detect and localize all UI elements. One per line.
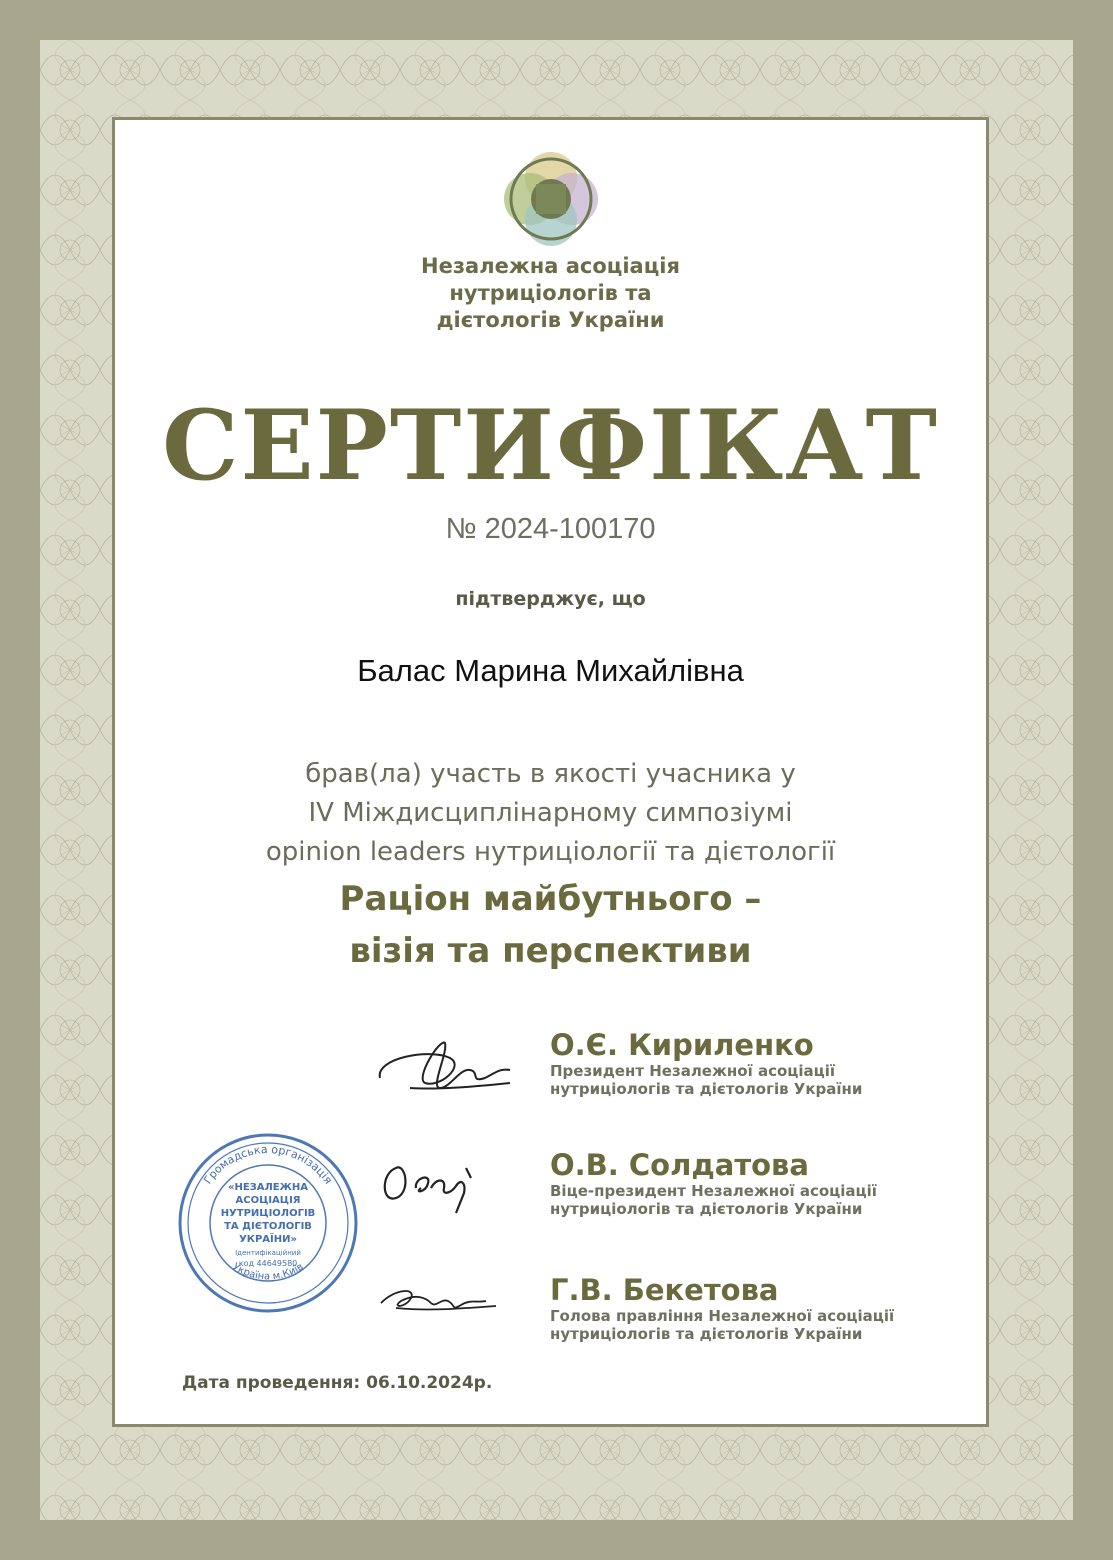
- signer-3-role-line-2: нутриціологів та дієтологів України: [550, 1325, 863, 1343]
- participation-description: [118, 755, 983, 872]
- stamp-inner-line-4: ТА ДІЄТОЛОГІВ: [224, 1221, 312, 1232]
- description-line-2: IV Міждисциплінарному симпозіумі: [308, 798, 793, 828]
- description-line-3: opinion leaders нутриціології та дієтології: [265, 837, 836, 867]
- stamp-code-label: Ідентифікаційний: [235, 1249, 301, 1257]
- description-line-1: брав(ла) участь в якості учасника у: [305, 759, 796, 789]
- organization-line-3: дієтологів України: [436, 308, 665, 332]
- stamp-inner-line-2: АСОЦІАЦІЯ: [235, 1195, 301, 1206]
- association-logo-icon: [500, 148, 602, 250]
- signer-3-role-line-1: Голова правління Незалежної асоціації: [550, 1307, 895, 1325]
- signature-kyrylenko: [370, 1028, 520, 1108]
- signer-1-role-line-1: Президент Незалежної асоціації: [550, 1062, 836, 1080]
- organization-line-2: нутриціологів та: [449, 281, 652, 305]
- organization-name: [118, 253, 983, 334]
- event-title-line-1: Раціон майбутнього –: [339, 879, 762, 919]
- certificate-number: № 2024-100170: [445, 513, 656, 545]
- signer-2-role-line-2: нутриціологів та дієтологів України: [550, 1200, 863, 1218]
- organization-stamp: [173, 1128, 363, 1318]
- signature-soldatova: [376, 1148, 496, 1218]
- stamp-inner-line-3: НУТРИЦІОЛОГІВ: [220, 1208, 316, 1219]
- organization-line-1: Незалежна асоціація: [421, 254, 680, 278]
- signer-1-name: О.Є. Кириленко: [550, 1028, 814, 1062]
- signer-1-role-line-2: нутриціологів та дієтологів України: [550, 1080, 863, 1098]
- signer-2-role-line-1: Віце-президент Незалежної асоціації: [550, 1182, 877, 1200]
- signer-3: [550, 1273, 894, 1343]
- signer-2: [550, 1148, 877, 1218]
- recipient-name: Балас Марина Михайлівна: [357, 653, 744, 688]
- certificate-title: СЕРТИФІКАТ: [162, 389, 939, 502]
- signature-beketova: [376, 1273, 506, 1323]
- confirms-text: підтверджує, що: [455, 588, 646, 610]
- signer-3-name: Г.В. Бекетова: [550, 1273, 779, 1307]
- stamp-inner-line-1: «НЕЗАЛЕЖНА: [228, 1182, 308, 1193]
- stamp-code: код 44649580: [238, 1259, 298, 1268]
- signer-2-name: О.В. Солдатова: [550, 1148, 809, 1182]
- event-title: [118, 873, 983, 977]
- signer-1: [550, 1028, 862, 1098]
- stamp-bottom-text: Україна м.Київ: [230, 1261, 306, 1283]
- certificate-content: [118, 123, 983, 1421]
- stamp-inner-line-5: УКРАЇНИ»: [239, 1234, 297, 1245]
- stamp-outer-text: Громадська організація: [201, 1142, 335, 1187]
- event-title-line-2: візія та перспективи: [349, 931, 752, 971]
- event-date: Дата проведення: 06.10.2024р.: [182, 1373, 493, 1393]
